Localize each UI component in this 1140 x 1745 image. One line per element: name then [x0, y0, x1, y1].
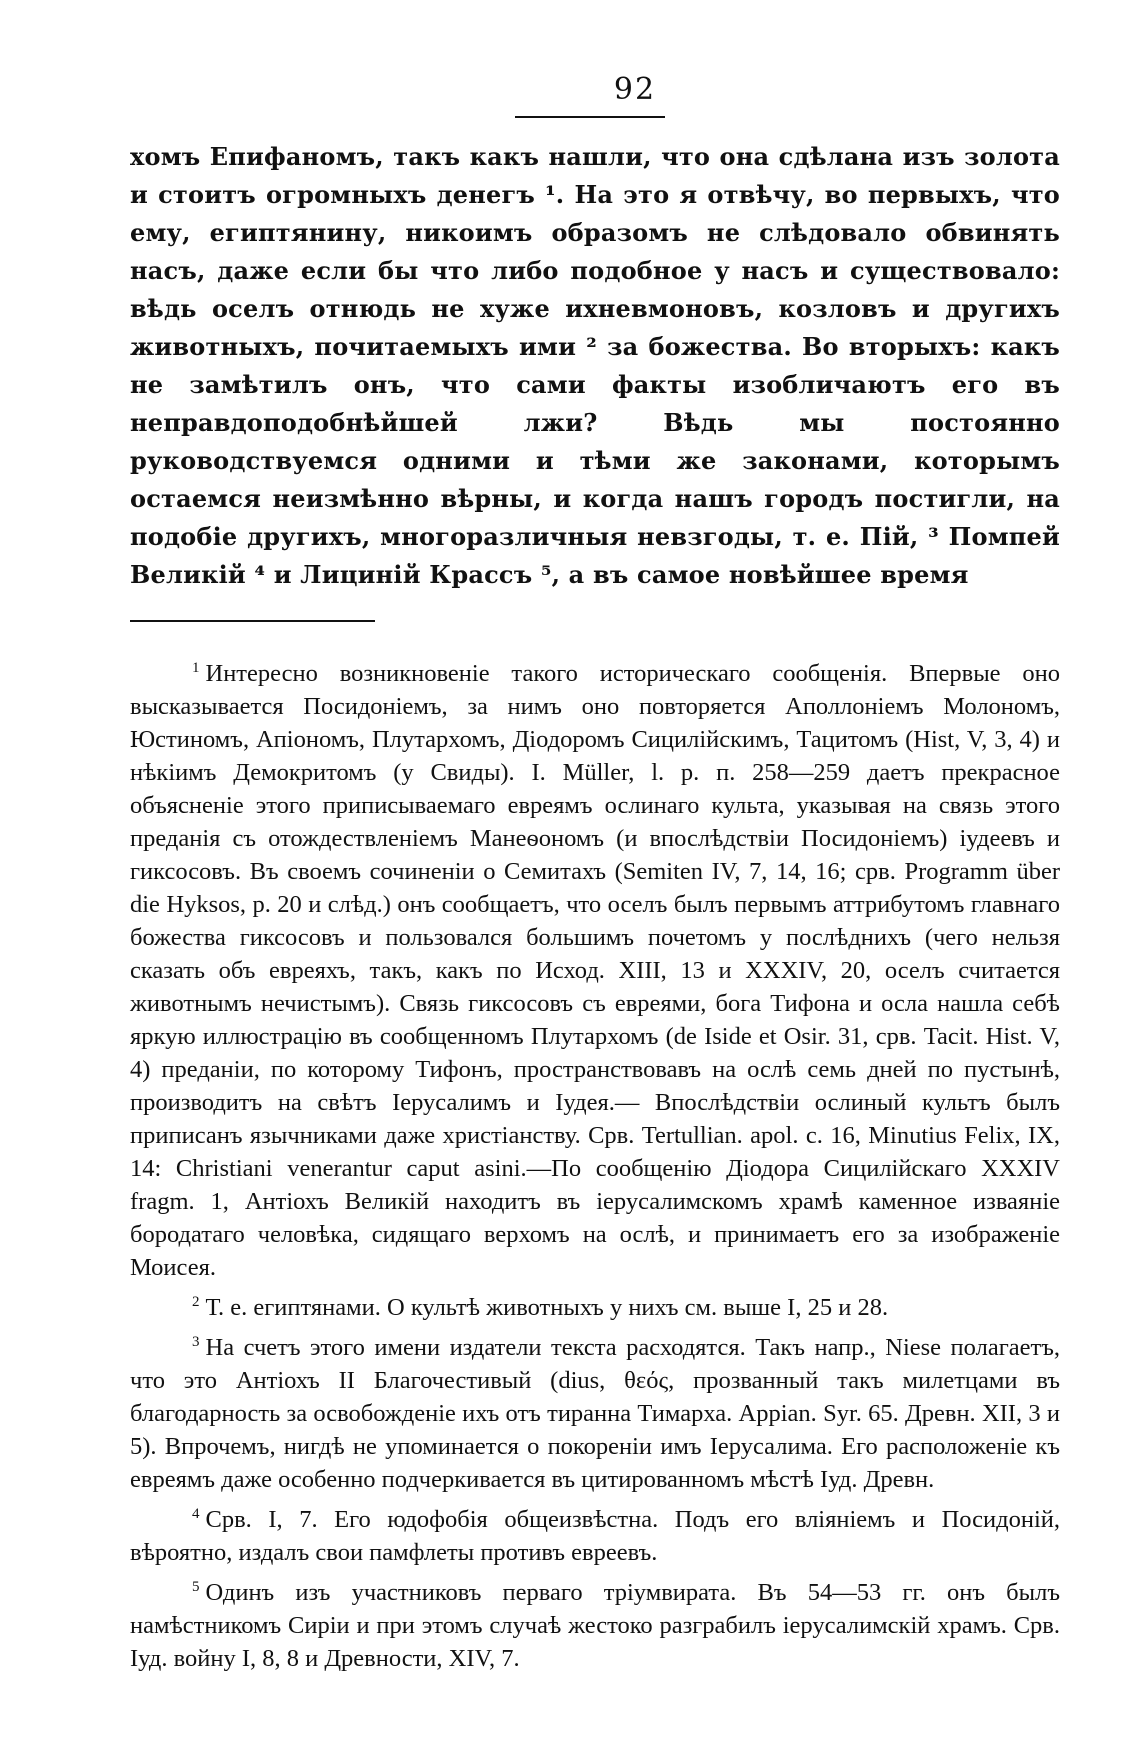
footnote-5 — [130, 1571, 1060, 1675]
footnote-3 — [130, 1326, 1060, 1496]
footnote-4 — [130, 1498, 1060, 1569]
footnote-text: Одинъ изъ участниковъ перваго тріумвирата. Въ 54—53 гг. онъ былъ намѣстникомъ Сиріи и при этомъ случаѣ жестоко разграбилъ іерусалимскій храмъ. Срв. Іуд. войну I, 8, 8 и Древности, XIV, 7. — [130, 1579, 1060, 1672]
footnote-text: На счетъ этого имени издатели текста расходятся. Такъ напр., Niese полагаетъ, что это Антіохъ II Благочестивый (dius, θεός, прозванный такъ милетцами въ благодарность за освобожденіе ихъ отъ тиранна Тимарха. Appian. Syr. 65. Древн. XII, 3 и 5). Впрочемъ, нигдѣ не упоминается о покореніи имъ Іерусалима. Его расположеніе къ евреямъ даже особенно подчеркивается въ цитированномъ мѣстѣ Іуд. Древн. — [130, 1334, 1060, 1493]
footnotes — [130, 652, 1060, 1675]
footnote-mark: 4 — [192, 1506, 200, 1522]
footnote-mark: 5 — [192, 1579, 200, 1595]
footnote-text: Т. е. египтянами. О культѣ животныхъ у нихъ см. выше I, 25 и 28. — [205, 1294, 889, 1321]
footnote-mark: 1 — [192, 660, 200, 676]
page-number-rule — [515, 116, 665, 118]
footnote-text: Срв. I, 7. Его юдофобія общеизвѣстна. Подъ его вліяніемъ и Посидоній, вѣроятно, издалъ свои памфлеты противъ евреевъ. — [130, 1506, 1060, 1566]
main-text — [130, 138, 1060, 594]
footnote-mark: 3 — [192, 1334, 200, 1350]
main-paragraph: хомъ Епифаномъ, такъ какъ нашли, что она сдѣлана изъ золота и стоитъ огромныхъ денегъ ¹. На это я отвѣчу, во первыхъ, что ему, египтянину, никоимъ образомъ не слѣдовало обвинять насъ, даже если бы что либо подобное у насъ и существовало: вѣдь оселъ отнюдь не хуже ихневмоновъ, козловъ и другихъ животныхъ, почитаемыхъ ими ² за божества. Во вторыхъ: какъ не замѣтилъ онъ, что сами факты изобличаютъ его въ неправдоподобнѣйшей лжи? Вѣдь мы постоянно руководствуемся одними и тѣми же законами, которымъ остаемся неизмѣнно вѣрны, и когда нашъ городъ постигли, на подобіе другихъ, многоразличныя невзгоды, т. е. Пій, ³ Помпей Великій ⁴ и Лициній Крассъ ⁵, а въ самое новѣйшее время — [130, 142, 1060, 589]
footnote-1 — [130, 652, 1060, 1284]
page-number: 92 — [613, 72, 657, 107]
footnote-2 — [130, 1286, 1060, 1324]
book-page — [130, 70, 1060, 1675]
footnote-text: Интересно возникновеніе такого историческаго сообщенія. Впервые оно высказывается Посидоніемъ, за нимъ оно повторяется Аполлоніемъ Молономъ, Юстиномъ, Апіономъ, Плутархомъ, Діодоромъ Сицилійскимъ, Тацитомъ (Hist, V, 3, 4) и нѣкіимъ Демокритомъ (у Свиды). I. Müller, l. p. п. 258—259 даетъ прекрасное объясненіе этого приписываемаго евреямъ ослинаго культа, указывая на связь этого преданія съ отождествленіемъ Манеѳономъ (и впослѣдствіи Посидоніемъ) іудеевъ и гиксосовъ. Въ своемъ сочиненіи о Семитахъ (Semiten IV, 7, 14, 16; срв. Programm über die Hyksos, p. 20 и слѣд.) онъ сообщаетъ, что оселъ былъ первымъ аттрибутомъ главнаго божества гиксосовъ и пользовался большимъ почетомъ у послѣднихъ (чего нельзя сказать объ евреяхъ, такъ, какъ по Исход. XIII, 13 и XXXIV, 20, оселъ считается животнымъ нечистымъ). Связь гиксосовъ съ евреями, бога Тифона и осла нашла себѣ яркую иллюстрацію въ сообщенномъ Плутархомъ (de Iside et Osir. 31, срв. Tacit. Hist. V, 4) преданіи, по которому Тифонъ, пространствовавъ на ослѣ семь дней по пустынѣ, производитъ на свѣтъ Іерусалимъ и Іудея.— Впослѣдствіи ослиный культъ былъ приписанъ язычниками даже христіанству. Срв. Tertullian. apol. c. 16, Minutius Felix, IX, 14: Christiani venerantur caput asini.—По сообщенію Діодора Сицилійскаго XXXIV fragm. 1, Антіохъ Великій находитъ въ іерусалимскомъ храмѣ каменное изваяніе бородатаго человѣка, сидящаго верхомъ на ослѣ, и принимаетъ его за изображеніе Моисея. — [130, 660, 1060, 1281]
footnote-mark: 2 — [192, 1294, 200, 1310]
footnote-separator — [130, 620, 375, 622]
